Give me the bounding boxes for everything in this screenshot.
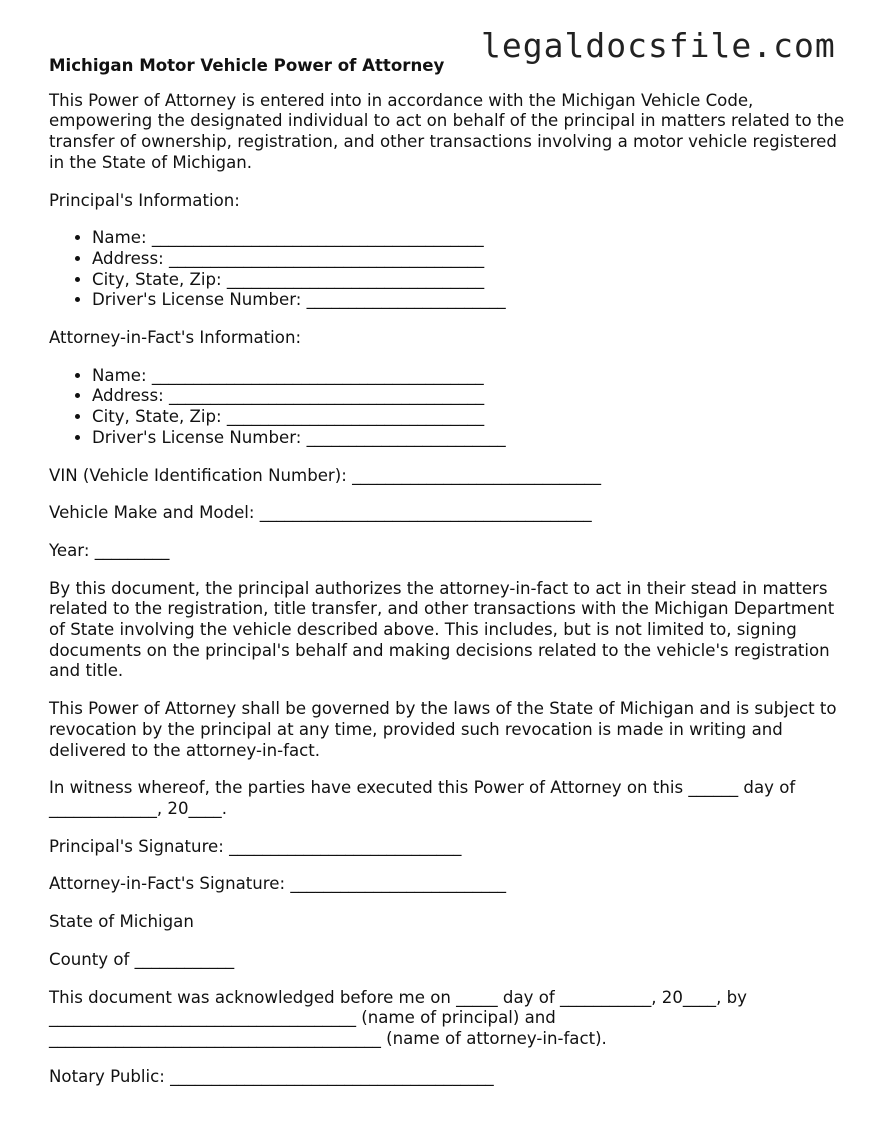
- document-title: Michigan Motor Vehicle Power of Attorney: [49, 56, 445, 75]
- principal-city-state-zip-field: • City, State, Zip: _______________________________: [92, 270, 849, 291]
- acknowledgment-paragraph: [49, 988, 849, 1050]
- ack-line-2: _____________________________________ (name of principal) and: [49, 1008, 556, 1028]
- witness-paragraph: [49, 778, 849, 819]
- state-line: State of Michigan: [49, 912, 194, 932]
- vin-field: VIN (Vehicle Identification Number): ______________________________: [49, 465, 602, 485]
- ack-line-1: This document was acknowledged before me on _____ day of ___________, 20____, by: [49, 987, 747, 1007]
- attorney-signature-field: Attorney-in-Fact's Signature: __________________________: [49, 874, 507, 894]
- notary-field: Notary Public: _______________________________________: [49, 1066, 494, 1086]
- principal-name-field: • Name: ________________________________________: [92, 228, 849, 249]
- attorney-address-field: • Address: ______________________________________: [92, 386, 849, 407]
- ack-line-3: ________________________________________ (name of attorney-in-fact).: [49, 1028, 607, 1048]
- attorney-name-field: • Name: ________________________________________: [92, 366, 849, 387]
- principal-fields-list: [49, 228, 849, 311]
- make-model-field: Vehicle Make and Model: ________________________________________: [49, 503, 592, 523]
- county-field: County of ____________: [49, 949, 235, 969]
- attorney-fields-list: [49, 366, 849, 449]
- year-field: Year: _________: [49, 540, 170, 560]
- witness-line-2: _____________, 20____.: [49, 798, 227, 818]
- attorney-license-field: • Driver's License Number: ________________________: [92, 428, 849, 449]
- principal-signature-field: Principal's Signature: ____________________________: [49, 836, 462, 856]
- document-body: [49, 56, 849, 1104]
- attorney-heading: Attorney-in-Fact's Information:: [49, 328, 302, 348]
- witness-line-1: In witness whereof, the parties have executed this Power of Attorney on this ______ day of: [49, 778, 796, 798]
- attorney-city-state-zip-field: • City, State, Zip: _______________________________: [92, 407, 849, 428]
- governing-law-paragraph: This Power of Attorney shall be governed by the laws of the State of Michigan and is subject to revocation by the principal at any time, provided such revocation is made in writing and delivered to the attorney-in-fact.: [49, 699, 837, 760]
- principal-heading: Principal's Information:: [49, 190, 240, 210]
- principal-license-field: • Driver's License Number: ________________________: [92, 290, 849, 311]
- authorization-paragraph: By this document, the principal authorizes the attorney-in-fact to act in their stead in matters related to the registration, title transfer, and other transactions with the Michigan Department of State involving the vehicle described above. This includes, but is not limited to, signing documents on the principal's behalf and making decisions related to the vehicle's registration and title.: [49, 578, 835, 681]
- intro-paragraph: This Power of Attorney is entered into in accordance with the Michigan Vehicle Code, empowering the designated individual to act on behalf of the principal in matters related to the transfer of ownership, registration, and other transactions involving a motor vehicle registered in the State of Michigan.: [49, 90, 845, 172]
- watermark-logo: legaldocsfile.com: [481, 26, 836, 65]
- principal-address-field: • Address: ______________________________________: [92, 249, 849, 270]
